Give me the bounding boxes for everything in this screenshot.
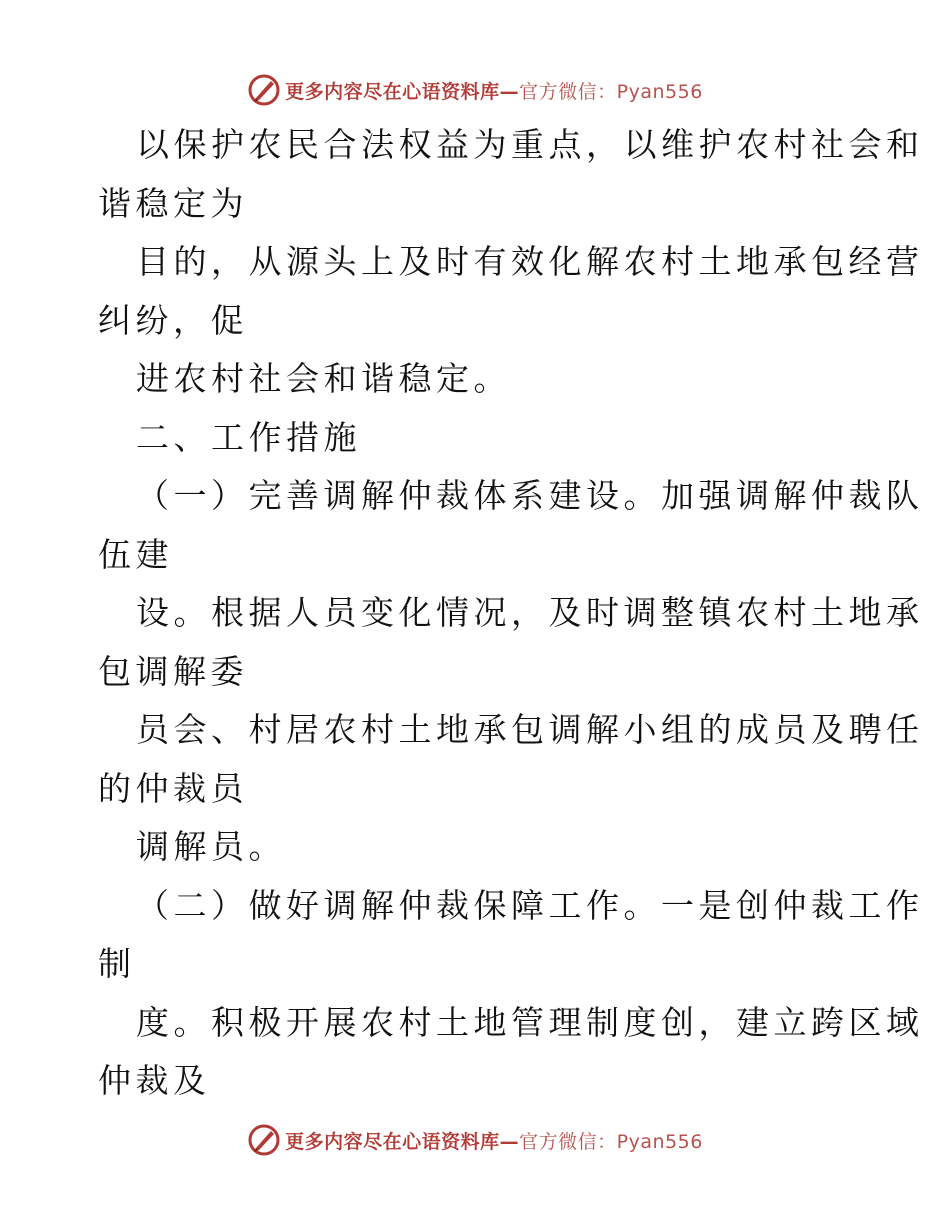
text-line: 纠纷，促 bbox=[98, 300, 248, 340]
text-line: 设。根据人员变化情况，及时调整镇农村土地承 bbox=[136, 593, 924, 632]
text-line: 的仲裁员 bbox=[98, 768, 248, 808]
watermark-text: 更多内容尽在心语资料库—官方微信：Pyan556 bbox=[285, 80, 703, 103]
text-line: 仲裁及 bbox=[98, 1061, 211, 1100]
text-line: 伍建 bbox=[98, 534, 173, 574]
text-line: 员会、村居农村土地承包调解小组的成员及聘任 bbox=[136, 710, 924, 749]
watermark-banner-top bbox=[0, 70, 950, 110]
document-body bbox=[98, 116, 924, 1111]
text-line: 包调解委 bbox=[98, 651, 248, 691]
text-line: 二、工作措施 bbox=[136, 417, 361, 457]
watermark-text: 更多内容尽在心语资料库—官方微信：Pyan556 bbox=[285, 1130, 703, 1153]
text-line: 以保护农民合法权益为重点，以维护农村社会和 bbox=[136, 125, 924, 164]
watermark-banner-bottom bbox=[0, 1120, 950, 1160]
text-line: 调解员。 bbox=[136, 827, 286, 866]
text-line: 度。积极开展农村土地管理制度创，建立跨区域 bbox=[136, 1002, 924, 1042]
pen-logo-icon bbox=[247, 73, 281, 107]
text-line: 进农村社会和谐稳定。 bbox=[136, 359, 511, 398]
text-line: 制 bbox=[98, 944, 136, 983]
text-line: （一）完善调解仲裁体系建设。加强调解仲裁队 bbox=[136, 476, 924, 515]
text-line: （二）做好调解仲裁保障工作。一是创仲裁工作 bbox=[136, 885, 924, 925]
pen-logo-icon bbox=[247, 1123, 281, 1157]
text-line: 谐稳定为 bbox=[98, 183, 248, 223]
text-line: 目的，从源头上及时有效化解农村土地承包经营 bbox=[136, 242, 924, 281]
